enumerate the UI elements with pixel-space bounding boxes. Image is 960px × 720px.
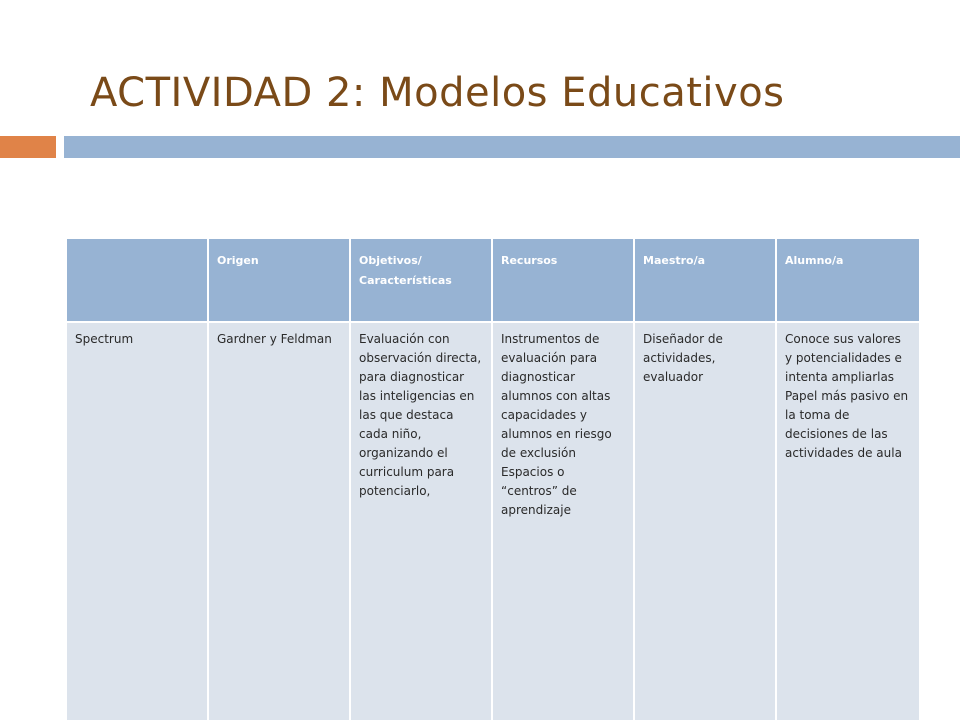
header-cell-model: [66, 238, 208, 322]
slide-title: ACTIVIDAD 2: Modelos Educativos: [90, 70, 785, 116]
header-cell-maestro: Maestro/a: [634, 238, 776, 322]
cell-objetivos: Evaluación con observación directa, para diagnosticar las inteligencias en las que destaca cada niño, organizando el curriculum para potenciarlo,: [350, 322, 492, 720]
cell-recursos: [492, 322, 634, 720]
cell-origen: Gardner y Feldman: [208, 322, 350, 720]
models-table: [65, 237, 921, 720]
header-cell-alumno: Alumno/a: [776, 238, 920, 322]
header-cell-objetivos: Objetivos/ Características: [350, 238, 492, 322]
cell-alumno-line-2: Papel más pasivo en la toma de decisiones de las actividades de aula: [785, 389, 909, 460]
cell-recursos-line-2: Espacios o “centros” de aprendizaje: [501, 465, 577, 517]
header-cell-origen: Origen: [208, 238, 350, 322]
cell-recursos-line-1: Instrumentos de evaluación para diagnosticar alumnos con altas capacidades y alumnos en riesgo de exclusión: [501, 332, 612, 460]
models-table-container: [65, 237, 919, 720]
cell-alumno-line-1: Conoce sus valores y potencialidades e intenta ampliarlas: [785, 332, 902, 384]
title-accent-orange-bar: [0, 136, 56, 158]
cell-maestro: Diseñador de actividades, evaluador: [634, 322, 776, 720]
table-row: [66, 322, 920, 720]
cell-model-name: Spectrum: [66, 322, 208, 720]
cell-alumno: [776, 322, 920, 720]
title-accent-blue-bar: [64, 136, 960, 158]
header-cell-recursos: Recursos: [492, 238, 634, 322]
table-header-row: [66, 238, 920, 322]
